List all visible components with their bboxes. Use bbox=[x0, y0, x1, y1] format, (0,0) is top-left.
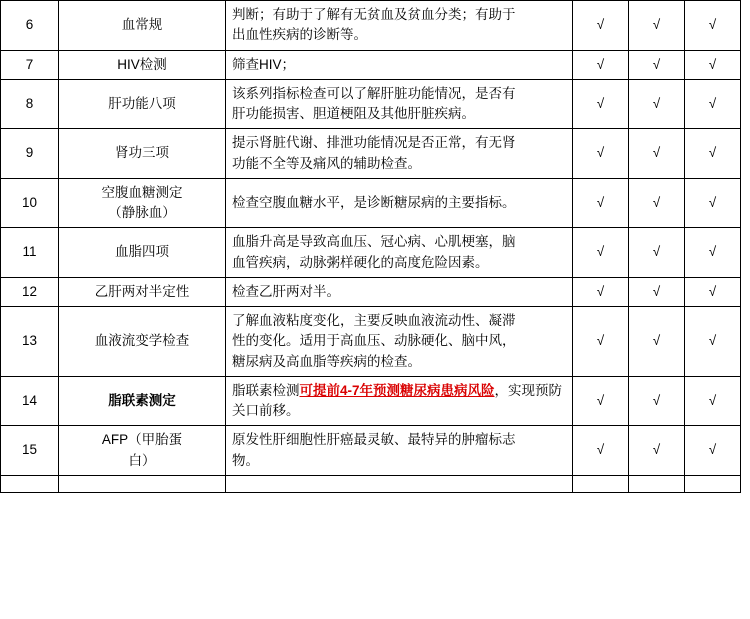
row-item-name: 肾功三项 bbox=[59, 129, 226, 179]
row-mark-b: √ bbox=[629, 307, 685, 377]
row-desc-suffix: ，实现预防关口前移。 bbox=[232, 382, 563, 418]
row-mark-c: √ bbox=[685, 79, 741, 129]
row-item-description bbox=[226, 426, 573, 476]
row-mark-c: √ bbox=[685, 50, 741, 79]
row-number: 11 bbox=[1, 228, 59, 278]
row-mark-b: √ bbox=[629, 178, 685, 228]
row-item-name: 血常规 bbox=[59, 1, 226, 51]
table-row bbox=[1, 50, 741, 79]
row-mark-b-partial bbox=[629, 475, 685, 492]
row-number: 13 bbox=[1, 307, 59, 377]
row-desc-line: 物。 bbox=[232, 452, 259, 468]
row-item-name bbox=[59, 426, 226, 476]
row-mark-a: √ bbox=[573, 178, 629, 228]
row-number: 10 bbox=[1, 178, 59, 228]
row-mark-c: √ bbox=[685, 129, 741, 179]
row-desc-line: 血脂升高是导致高血压、冠心病、心肌梗塞，脑 bbox=[232, 234, 516, 250]
row-desc-line: 糖尿病及高血脂等疾病的检查。 bbox=[232, 353, 421, 369]
row-item-description bbox=[226, 376, 573, 426]
row-name-line: 空腹血糖测定 bbox=[101, 184, 183, 200]
row-item-description bbox=[226, 1, 573, 51]
row-mark-a: √ bbox=[573, 79, 629, 129]
row-mark-a: √ bbox=[573, 307, 629, 377]
table-row bbox=[1, 178, 741, 228]
row-mark-b: √ bbox=[629, 50, 685, 79]
row-mark-c: √ bbox=[685, 228, 741, 278]
row-mark-a: √ bbox=[573, 228, 629, 278]
row-item-name-partial bbox=[59, 475, 226, 492]
row-item-name: 脂联素测定 bbox=[59, 376, 226, 426]
row-desc-line: 该系列指标检查可以了解肝脏功能情况，是否有 bbox=[232, 85, 516, 101]
row-mark-a: √ bbox=[573, 376, 629, 426]
row-number: 9 bbox=[1, 129, 59, 179]
table-row bbox=[1, 307, 741, 377]
table-row bbox=[1, 79, 741, 129]
row-mark-b: √ bbox=[629, 277, 685, 306]
row-mark-a: √ bbox=[573, 426, 629, 476]
row-desc-line: 性的变化。适用于高血压、动脉硬化、脑中风， bbox=[232, 333, 516, 349]
row-mark-b: √ bbox=[629, 79, 685, 129]
row-mark-a: √ bbox=[573, 1, 629, 51]
row-item-name: 肝功能八项 bbox=[59, 79, 226, 129]
row-mark-b: √ bbox=[629, 1, 685, 51]
row-item-description: 筛查HIV； bbox=[226, 50, 573, 79]
table-row-partial bbox=[1, 475, 741, 492]
row-mark-c: √ bbox=[685, 376, 741, 426]
row-number: 8 bbox=[1, 79, 59, 129]
row-item-description: 检查空腹血糖水平，是诊断糖尿病的主要指标。 bbox=[226, 178, 573, 228]
row-mark-a: √ bbox=[573, 50, 629, 79]
row-desc-line: 血管疾病，动脉粥样硬化的高度危险因素。 bbox=[232, 254, 489, 270]
row-mark-c: √ bbox=[685, 1, 741, 51]
row-desc-line: 功能不全等及痛风的辅助检查。 bbox=[232, 155, 421, 171]
row-desc-line: 原发性肝细胞性肝癌最灵敏、最特异的肿瘤标志 bbox=[232, 432, 516, 448]
table-row bbox=[1, 1, 741, 51]
row-item-name: 乙肝两对半定性 bbox=[59, 277, 226, 306]
row-desc-highlight: 可提前4-7年预测糖尿病患病风险 bbox=[299, 382, 495, 398]
row-name-line: （静脉血） bbox=[108, 205, 176, 220]
row-mark-c: √ bbox=[685, 307, 741, 377]
table-row bbox=[1, 277, 741, 306]
table-row bbox=[1, 426, 741, 476]
row-item-description bbox=[226, 307, 573, 377]
row-mark-b: √ bbox=[629, 228, 685, 278]
row-desc-line: 判断；有助于了解有无贫血及贫血分类；有助于 bbox=[232, 7, 516, 22]
table-row bbox=[1, 376, 741, 426]
row-item-name: 血脂四项 bbox=[59, 228, 226, 278]
row-mark-b: √ bbox=[629, 426, 685, 476]
row-item-name: HIV检测 bbox=[59, 50, 226, 79]
row-mark-c: √ bbox=[685, 178, 741, 228]
row-mark-a-partial bbox=[573, 475, 629, 492]
row-item-description-partial bbox=[226, 475, 573, 492]
row-desc-line: 提示肾脏代谢、排泄功能情况是否正常，有无肾 bbox=[232, 135, 516, 151]
row-item-description bbox=[226, 129, 573, 179]
row-desc-line: 肝功能损害、胆道梗阻及其他肝脏疾病。 bbox=[232, 106, 475, 121]
row-number: 14 bbox=[1, 376, 59, 426]
table-row bbox=[1, 228, 741, 278]
row-item-description: 检查乙肝两对半。 bbox=[226, 277, 573, 306]
row-name-line: 白） bbox=[128, 452, 156, 468]
row-mark-a: √ bbox=[573, 129, 629, 179]
row-mark-c: √ bbox=[685, 426, 741, 476]
row-item-description bbox=[226, 228, 573, 278]
row-number: 12 bbox=[1, 277, 59, 306]
row-item-description bbox=[226, 79, 573, 129]
row-mark-b: √ bbox=[629, 376, 685, 426]
row-desc-line: 出血性疾病的诊断等。 bbox=[232, 27, 367, 43]
row-desc-line: 了解血液粘度变化，主要反映血液流动性、凝滞 bbox=[232, 313, 516, 328]
row-number: 7 bbox=[1, 50, 59, 79]
row-mark-c-partial bbox=[685, 475, 741, 492]
row-mark-b: √ bbox=[629, 129, 685, 179]
row-mark-a: √ bbox=[573, 277, 629, 306]
row-name-line: AFP（甲胎蛋 bbox=[101, 432, 183, 448]
row-mark-c: √ bbox=[685, 277, 741, 306]
row-item-name bbox=[59, 178, 226, 228]
row-number-partial bbox=[1, 475, 59, 492]
row-desc-prefix: 脂联素检测 bbox=[232, 382, 300, 398]
row-number: 6 bbox=[1, 1, 59, 51]
table-row bbox=[1, 129, 741, 179]
row-item-name: 血液流变学检查 bbox=[59, 307, 226, 377]
row-number: 15 bbox=[1, 426, 59, 476]
